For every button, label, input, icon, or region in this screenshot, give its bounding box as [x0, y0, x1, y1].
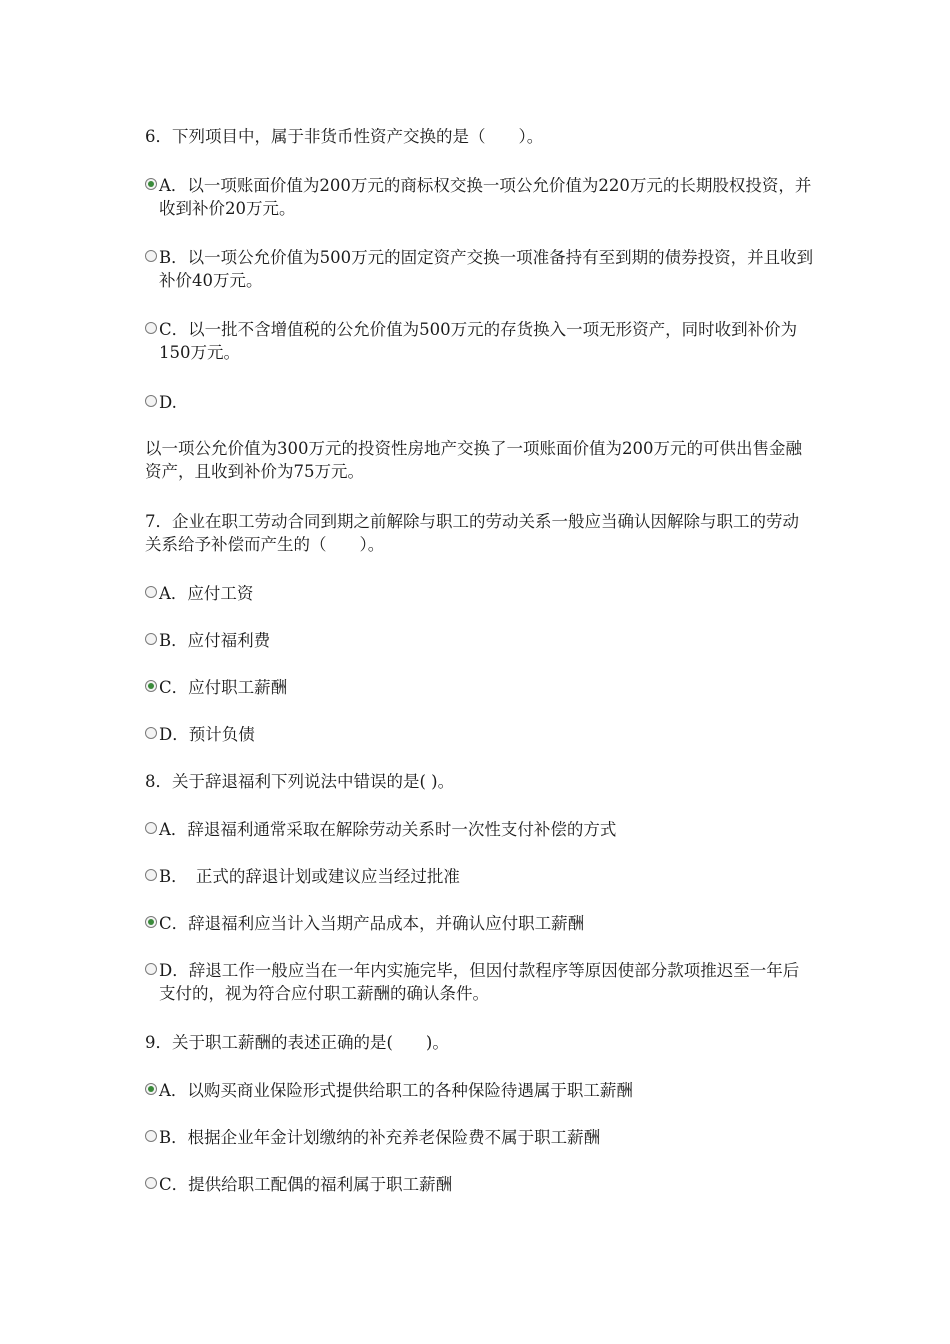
q9-option-a[interactable]: A．以购买商业保险形式提供给职工的各种保险待遇属于职工薪酬 — [145, 1079, 815, 1102]
question-9-title: 9．关于职工薪酬的表述正确的是( )。 — [145, 1033, 449, 1052]
q6-option-d-text: 以一项公允价值为300万元的投资性房地产交换了一项账面价值为200万元的可供出售金融资产，且收到补价为75万元。 — [145, 439, 802, 481]
q6-option-a[interactable]: A．以一项账面价值为200万元的商标权交换一项公允价值为220万元的长期股权投资，并收到补价20万元。 — [145, 174, 815, 220]
radio-unchecked-icon[interactable] — [145, 633, 157, 645]
radio-unchecked-icon[interactable] — [145, 250, 157, 262]
radio-unchecked-icon[interactable] — [145, 822, 157, 834]
q7-option-c[interactable]: C．应付职工薪酬 — [145, 676, 815, 699]
radio-unchecked-icon[interactable] — [145, 322, 157, 334]
q9-option-c[interactable]: C．提供给职工配偶的福利属于职工薪酬 — [145, 1173, 815, 1196]
question-7-title: 7．企业在职工劳动合同到期之前解除与职工的劳动关系一般应当确认因解除与职工的劳动关系给予补偿而产生的（ ）。 — [145, 512, 799, 554]
radio-unchecked-icon[interactable] — [145, 395, 157, 407]
q8-option-b[interactable]: B． 正式的辞退计划或建议应当经过批准 — [145, 865, 815, 888]
q9-option-b[interactable]: B．根据企业年金计划缴纳的补充养老保险费不属于职工薪酬 — [145, 1126, 815, 1149]
q7-option-a[interactable]: A．应付工资 — [145, 582, 815, 605]
q8-option-c[interactable]: C．辞退福利应当计入当期产品成本，并确认应付职工薪酬 — [145, 912, 815, 935]
q6-option-d[interactable]: D. — [145, 391, 815, 414]
radio-checked-icon[interactable] — [145, 680, 157, 692]
radio-unchecked-icon[interactable] — [145, 1130, 157, 1142]
q8-option-a[interactable]: A．辞退福利通常采取在解除劳动关系时一次性支付补偿的方式 — [145, 818, 815, 841]
radio-checked-icon[interactable] — [145, 916, 157, 928]
radio-unchecked-icon[interactable] — [145, 727, 157, 739]
q7-option-b[interactable]: B．应付福利费 — [145, 629, 815, 652]
radio-unchecked-icon[interactable] — [145, 1177, 157, 1189]
radio-checked-icon[interactable] — [145, 178, 157, 190]
radio-unchecked-icon[interactable] — [145, 963, 157, 975]
q6-option-b[interactable]: B．以一项公允价值为500万元的固定资产交换一项准备持有至到期的债券投资，并且收到补价40万元。 — [145, 246, 815, 292]
radio-unchecked-icon[interactable] — [145, 869, 157, 881]
radio-checked-icon[interactable] — [145, 1083, 157, 1095]
q7-option-d[interactable]: D．预计负债 — [145, 723, 815, 746]
radio-unchecked-icon[interactable] — [145, 586, 157, 598]
q8-option-d[interactable]: D．辞退工作一般应当在一年内实施完毕，但因付款程序等原因使部分款项推迟至一年后支付的，视为符合应付职工薪酬的确认条件。 — [145, 959, 815, 1005]
q6-option-c[interactable]: C．以一批不含增值税的公允价值为500万元的存货换入一项无形资产，同时收到补价为150万元。 — [145, 318, 815, 364]
question-8-title: 8．关于辞退福利下列说法中错误的是( )。 — [145, 772, 455, 791]
question-6-title: 6．下列项目中，属于非货币性资产交换的是（ ）。 — [145, 127, 544, 146]
